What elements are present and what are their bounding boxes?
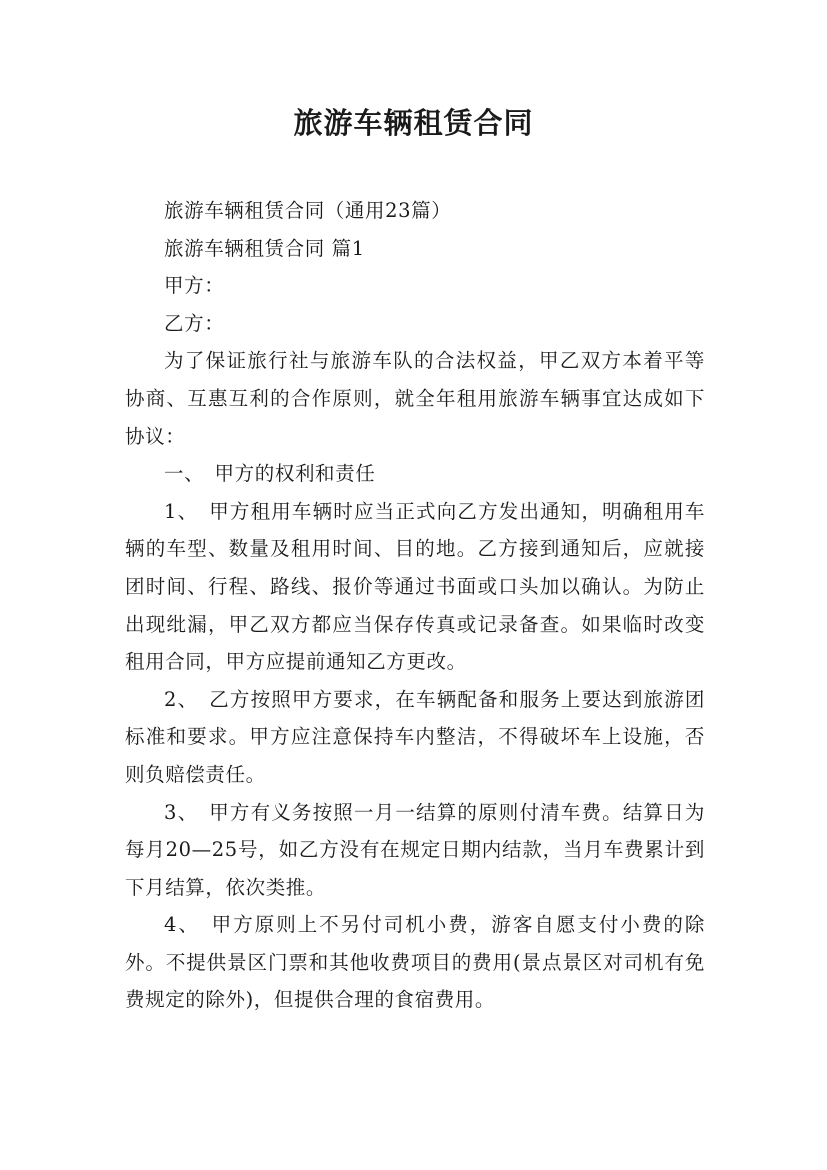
party-a-line: 甲方：	[164, 274, 225, 298]
clause-paragraph: 4、 甲方原则上不另付司机小费，游客自愿支付小费的除外。不提供景区门票和其他收费项目的费用(景点景区对司机有免费规定的除外)，但提供合理的食宿费用。	[125, 913, 705, 1012]
clause-paragraph: 3、 甲方有义务按照一月一结算的原则付清车费。结算日为每月20—25号，如乙方没有在规定日期内结款，当月车费累计到下月结算，依次类推。	[125, 800, 705, 899]
section-heading: 旅游车辆租赁合同 篇1	[164, 236, 365, 260]
party-b-line: 乙方：	[164, 311, 225, 335]
document-title: 旅游车辆租赁合同	[293, 106, 534, 140]
clause-paragraph: 2、 乙方按照甲方要求，在车辆配备和服务上要达到旅游团标准和要求。甲方应注意保持车内整洁，不得破坏车上设施，否则负赔偿责任。	[125, 687, 705, 786]
contract-subtitle: 旅游车辆租赁合同（通用23篇）	[164, 199, 452, 222]
clause-heading: 一、 甲方的权利和责任	[164, 462, 376, 486]
clause-paragraph: 1、 甲方租用车辆时应当正式向乙方发出通知，明确租用车辆的车型、数量及租用时间、目的地。乙方接到通知后，应就接团时间、行程、路线、报价等通过书面或口头加以确认。为防止出现纰漏，甲乙双方都应当保存传真或记录备查。如果临时改变租用合同，甲方应提前通知乙方更改。	[125, 499, 705, 674]
preamble-paragraph: 为了保证旅行社与旅游车队的合法权益，甲乙双方本着平等协商、互惠互利的合作原则，就全年租用旅游车辆事宜达成如下协议：	[125, 349, 705, 448]
document-body	[125, 192, 705, 1019]
